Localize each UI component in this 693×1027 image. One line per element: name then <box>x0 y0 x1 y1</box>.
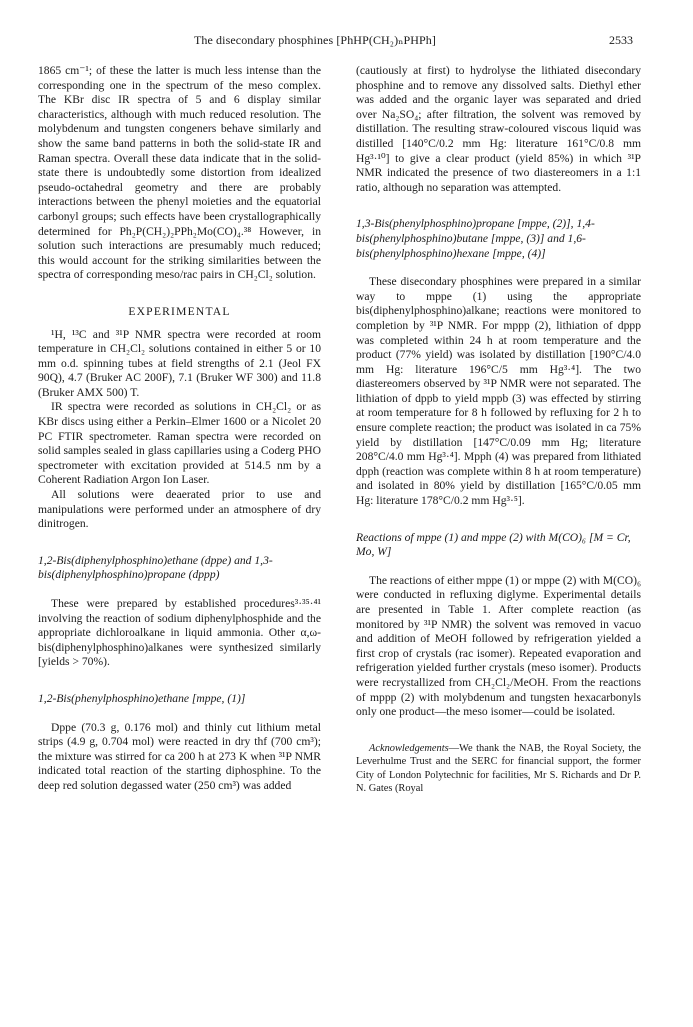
solutions-paragraph: All solutions were deaerated prior to use and manipulations were performed under an atmosphere of dry dinitrogen. <box>38 488 321 531</box>
right-column <box>356 64 641 795</box>
mppp-subheading: 1,3-Bis(phenylphosphino)propane [mppe, (2)], 1,4-bis(phenylphosphino)butane [mppe, (3)] and 1,6-bis(phenylphosphino)hexane [mppe, (4)] <box>356 217 595 260</box>
page-number: 2533 <box>609 33 633 47</box>
dppe-paragraph: These were prepared by established procedures³·³⁵·⁴¹ involving the reaction of sodium diphenylphosphide and the appropriate dichloroalkane in liquid ammonia. Other α,ω-bis(diphenylphosphino)alkanes were synthesized similarly [yields > 70%). <box>38 597 321 669</box>
intro-paragraph: 1865 cm⁻¹; of these the latter is much less intense than the corresponding one in the spectrum of the meso complex. The KBr disc IR spectra of 5 and 6 display similar characteristics, although with much reduced resolution. The molybdenum and tungsten congeners behave similarly and show the same band patterns in both the solid-state IR and Raman spectra. Overall these data indicate that in the solid-state there is undoubtedly some distortion from idealized pseudo-octahedral geometry and there are probably interactions between the phenyl moieties and the equatorial carbonyl groups; such effects have been crystallographically determined for Ph₂P(CH₂)₂PPh₂Mo(CO)₄.³⁸ However, in solution such interactions are presumably much reduced; this would account for the striking similarities between the spectra of corresponding meso/rac pairs in CH₂Cl₂ solution. <box>38 64 321 282</box>
acknowledgements-text: —We thank the NAB, the Royal Society, the Leverhulme Trust and the SERC for financial support, the former City of London Polytechnic for facilities, Mr S. Richards and Dr P. N. Gates (Royal <box>356 742 641 794</box>
running-header <box>0 33 693 51</box>
nmr-paragraph: ¹H, ¹³C and ³¹P NMR spectra were recorded at room temperature in CH₂Cl₂ solutions contained in either 5 or 10 mm o.d. spinning tubes at field strengths of 2.1 (Jeol FX 90Q), 4.7 (Bruker AC 200F), 7.1 (Bruker WF 300) and 11.8 (Bruker AMX 500) T. <box>38 327 321 399</box>
acknowledgements-paragraph <box>356 742 641 796</box>
left-column <box>38 64 321 794</box>
mppe-paragraph: Dppe (70.3 g, 0.176 mol) and thinly cut lithium metal strips (4.9 g, 0.704 mol) were reacted in dry thf (700 cm³); the mixture was stirred for ca 200 h at 273 K when ³¹P NMR indicated total reaction of the starting diphosphine. To the deep red solution degassed water (250 cm³) was added <box>38 720 321 792</box>
dppe-subheading: 1,2-Bis(diphenylphosphino)ethane (dppe) and 1,3-bis(diphenylphosphino)propane (dppp) <box>38 553 273 582</box>
mppe-subheading: 1,2-Bis(phenylphosphino)ethane [mppe, (1)] <box>38 691 246 705</box>
experimental-heading: EXPERIMENTAL <box>128 304 231 318</box>
ir-paragraph: IR spectra were recorded as solutions in CH₂Cl₂ or as KBr discs using either a Perkin–Elmer 1600 or a Nicolet 20 PC FTIR spectrometer. Raman spectra were recorded on solid samples sealed in glass capillaries using a Coderg PHO spectrometer with excitation provided at 514.5 nm by a Coherent Radiation Argon Ion Laser. <box>38 400 321 487</box>
continued-paragraph: (cautiously at first) to hydrolyse the lithiated disecondary phosphine and to remove any dissolved salts. Diethyl ether was added and the organic layer was separated and dried over Na₂SO₄; after filtration, the solvent was removed by distillation. The resulting straw-coloured viscous liquid was distilled [140°C/0.2 mm Hg: literature 161°C/0.8 mm Hg³·¹⁰] to give a clear product (yield 85%) in which ³¹P NMR indicated the presence of two diastereomers in a 1:1 ratio, although no separation was attempted. <box>356 64 641 194</box>
running-title: The disecondary phosphines [PhHP(CH₂)ₙPHPh] <box>194 33 436 47</box>
mppp-paragraph: These disecondary phosphines were prepared in a similar way to mppe (1) using the appropriate bis(diphenylphosphino)alkane; reactions were monitored to completion by ³¹P NMR. For mppp (2), lithiation of dppp was completed within 24 h at room temperature and the product (77% yield) was isolated by distillation [190°C/4.0 mm Hg: literature 196°C/5 mm Hg³·⁴]. The two diastereomers observed by ³¹P NMR were not separated. The lithiation of dppb to yield mppb (3) was effected by stirring at room temperature for 8 h followed by refluxing for 2 h to ensure complete reaction; the product was isolated in ca 75% yield by distillation [147°C/0.09 mm Hg; literature 208°C/4.0 mm Hg³·⁴]. Mpph (4) was prepared from lithiated dpph (reaction was complete within 8 h at room temperature) and isolated in 80% yield by distillation [165°C/0.05 mm Hg: literature 178°C/0.2 mm Hg³·⁵]. <box>356 275 641 508</box>
reactions-subheading: Reactions of mppe (1) and mppe (2) with M(CO)₆ [M = Cr, Mo, W] <box>356 530 631 559</box>
acknowledgements-label: Acknowledgements <box>369 742 449 754</box>
reactions-paragraph: The reactions of either mppe (1) or mppe (2) with M(CO)₆ were conducted in refluxing diglyme. Experimental details are presented in Table 1. After complete reaction (as monitored by ³¹P NMR) the solvent was removed in vacuo and addition of MeOH followed by refrigeration yielded a first crop of crystals (rac isomer). Repeated evaporation and refrigeration yielded further crystals (meso isomer). Products were recrystallized from CH₂Cl₂/MeOH. From the reactions of mppp (2) with molybdenum and tungsten hexacarbonyls only one product—the meso isomer—could be isolated. <box>356 573 641 719</box>
